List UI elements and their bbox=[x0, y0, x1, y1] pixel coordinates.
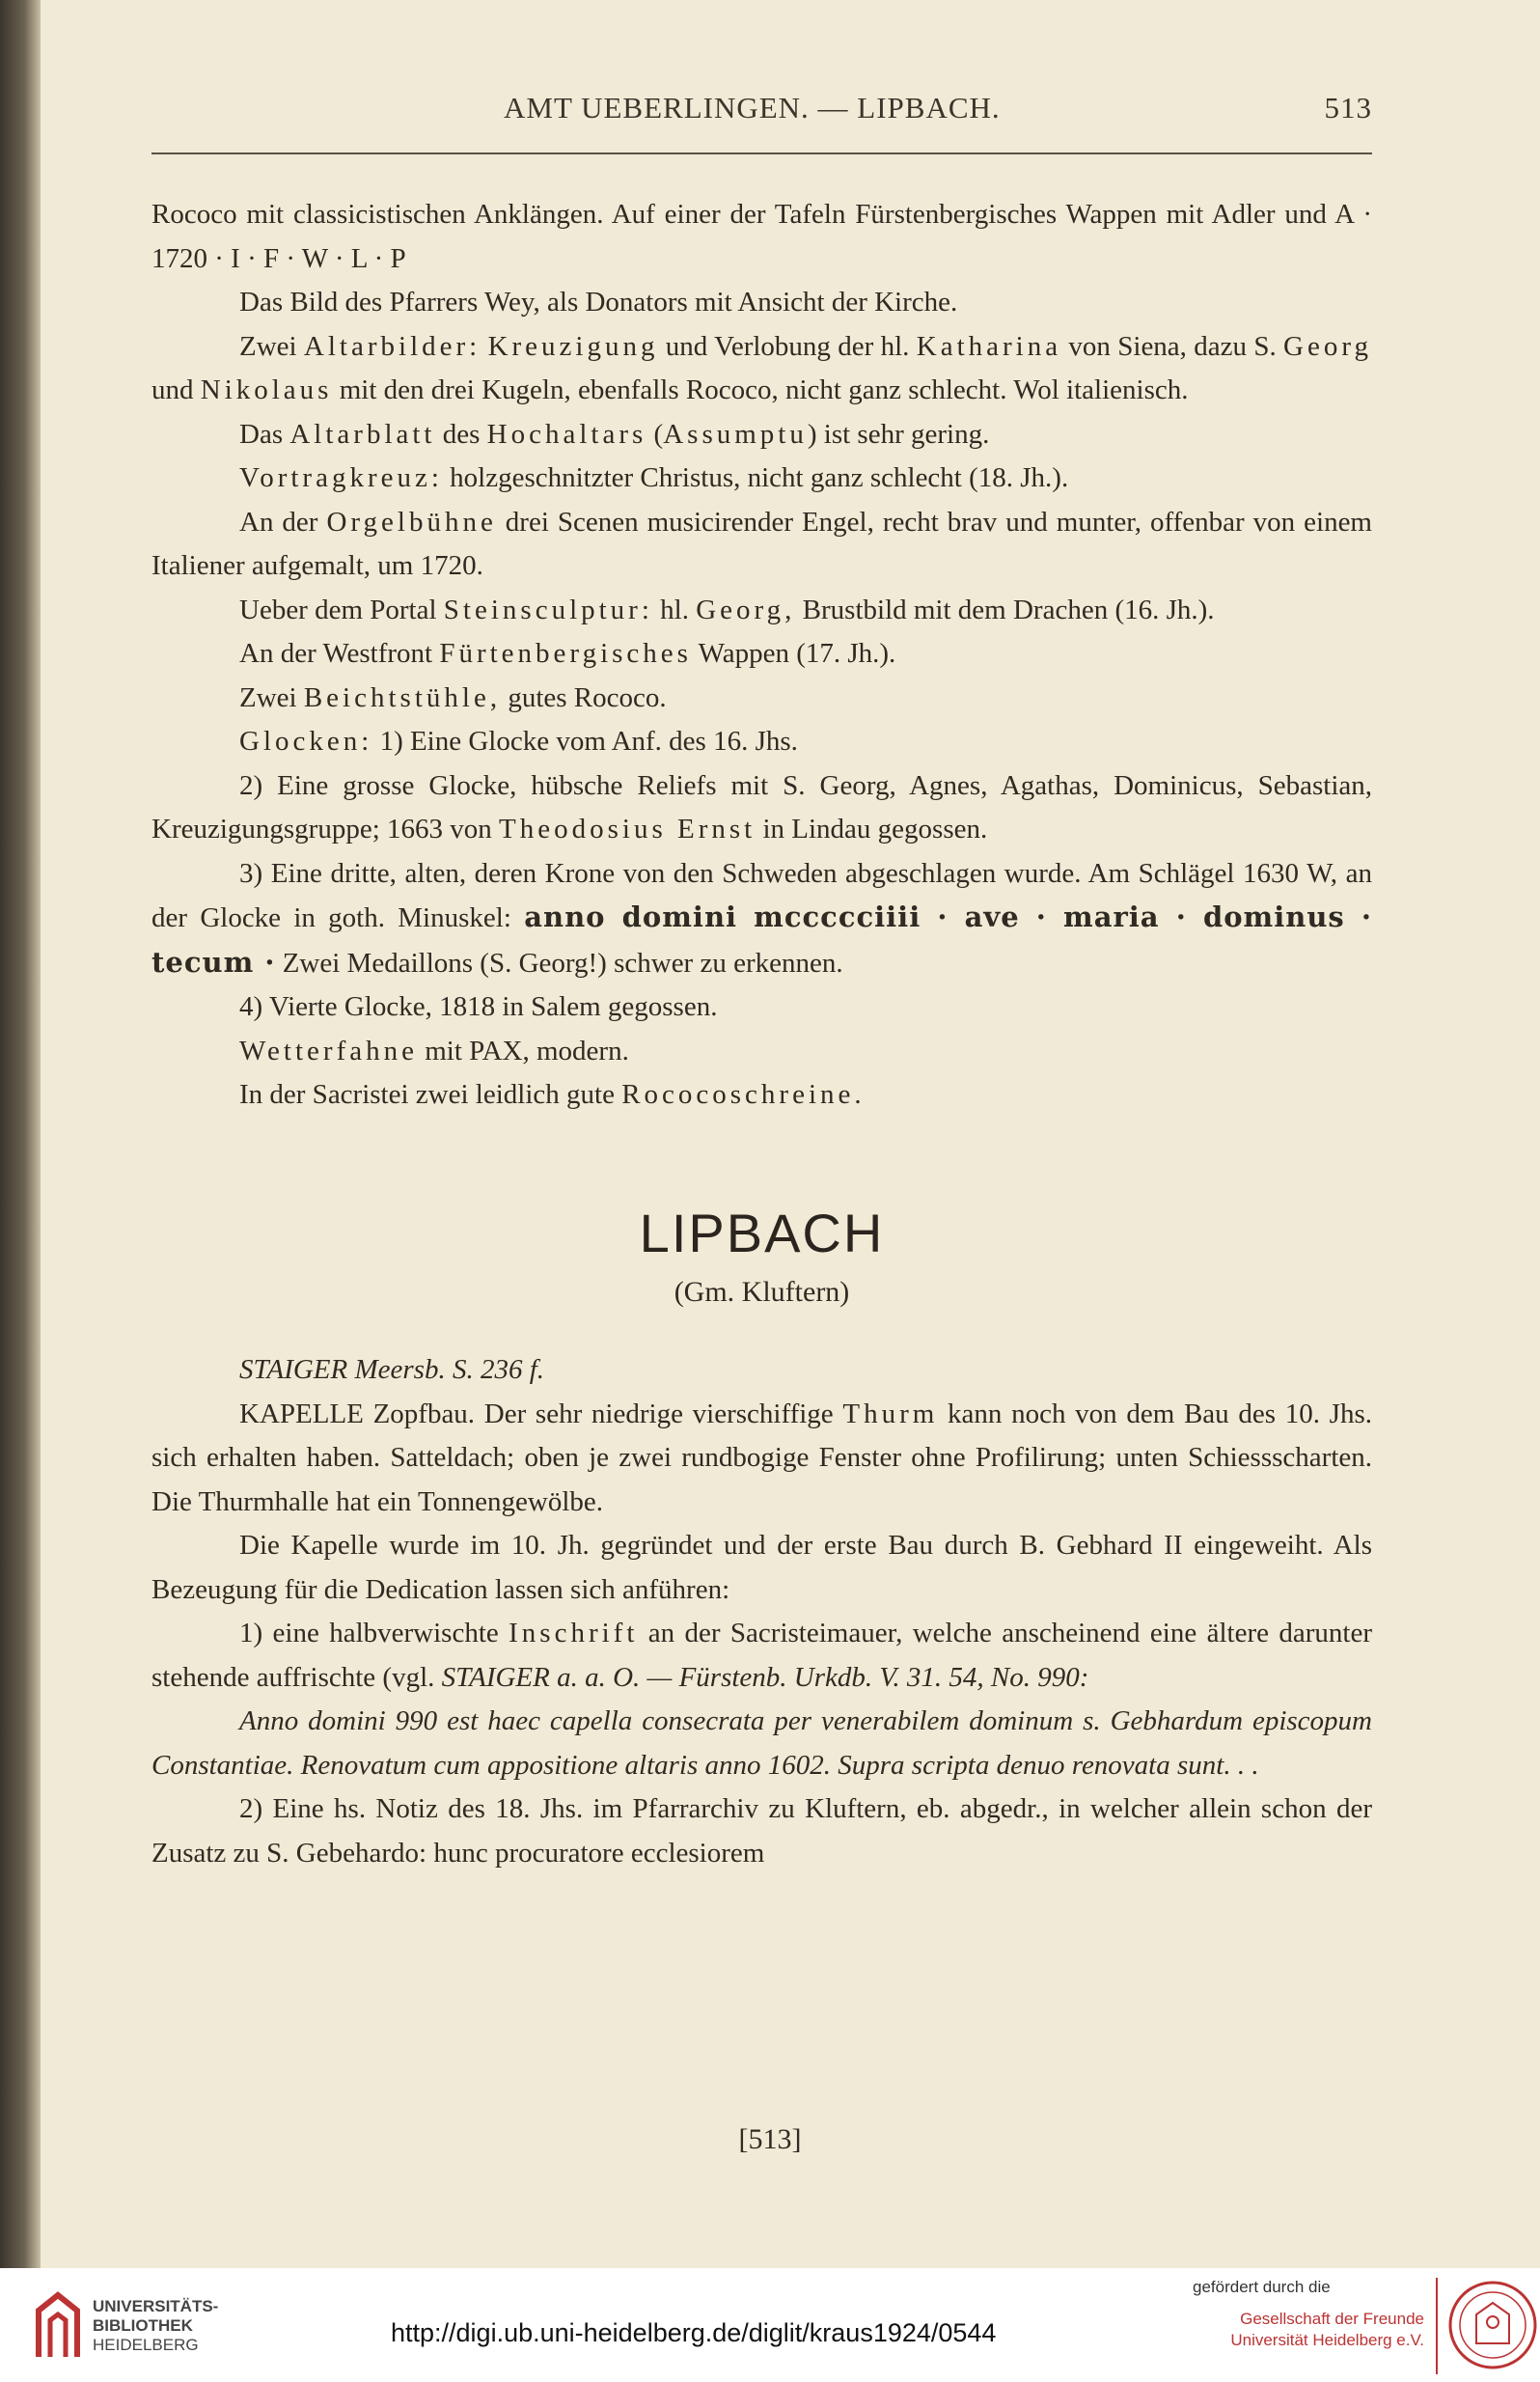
section-subtitle: (Gm. Kluftern) bbox=[674, 1275, 850, 1308]
spaced-term: Beichtstühle, bbox=[303, 681, 502, 713]
spaced-term: Inschrift bbox=[509, 1618, 639, 1648]
text: Zwei bbox=[239, 681, 304, 713]
text: Die Kapelle wurde im 10. Jh. gegründet und der erste Bau durch B. Gebhard II eingeweiht. Als Bezeugung für die Dedication lassen sich anführen: bbox=[151, 1530, 1372, 1605]
page-body bbox=[151, 193, 1372, 1875]
text: in Lindau gegossen. bbox=[756, 814, 988, 845]
text: ) ist sehr gering. bbox=[807, 418, 990, 450]
text: hl. bbox=[652, 594, 697, 625]
library-name bbox=[93, 2297, 218, 2355]
text: des bbox=[435, 418, 487, 450]
text: Ueber dem Portal bbox=[239, 594, 444, 625]
text: mit den drei Kugeln, ebenfalls Rococo, nicht ganz schlecht. Wol italienisch. bbox=[332, 374, 1189, 405]
library-logo-icon bbox=[29, 2289, 87, 2363]
spaced-term: Katharina bbox=[916, 330, 1062, 362]
paragraph bbox=[151, 677, 1372, 721]
sponsor-name bbox=[1193, 2309, 1424, 2351]
library-line: BIBLIOTHEK bbox=[93, 2316, 193, 2335]
text: An der bbox=[239, 506, 327, 538]
sponsor-label: gefördert durch die bbox=[1193, 2278, 1331, 2296]
text: Wappen (17. Jh.). bbox=[691, 638, 896, 669]
header-rule bbox=[151, 152, 1372, 154]
text: kann noch von dem Bau des 10. Jhs. sich erhalten haben. Satteldach; oben je zwei rundbogige Fenster ohne Profilirung; unten Schiessscharten. Die Thurmhalle hat ein Tonnengewölbe. bbox=[151, 1398, 1372, 1517]
permalink-url[interactable]: http://digi.ub.uni-heidelberg.de/diglit/kraus1924/0544 bbox=[391, 2318, 997, 2347]
spaced-term: Theodosius Ernst bbox=[499, 814, 756, 845]
footer-divider bbox=[1436, 2278, 1438, 2374]
text: An der Westfront bbox=[239, 638, 440, 669]
paragraph bbox=[151, 1030, 1372, 1074]
text: von Siena, dazu S. bbox=[1061, 330, 1284, 362]
paragraph bbox=[151, 632, 1372, 677]
text: Brustbild mit dem Drachen (16. Jh.). bbox=[795, 594, 1215, 625]
paragraph bbox=[151, 501, 1372, 589]
text: und Verlobung der hl. bbox=[658, 330, 917, 362]
text: KAPELLE Zopfbau. Der sehr niedrige vierschiffige bbox=[239, 1398, 843, 1429]
text: Zwei bbox=[239, 330, 304, 362]
spaced-term: Wetterfahne bbox=[239, 1035, 418, 1066]
text: drei Scenen musicirender Engel, recht brav und munter, offenbar von einem Italiener aufgemalt, um 1720. bbox=[151, 506, 1372, 581]
text: 2) Eine hs. Notiz des 18. Jhs. im Pfarrarchiv zu Kluftern, eb. abgedr., in welcher allein schon der Zusatz zu S. Gebehardo: hunc procuratore ecclesiorem bbox=[151, 1793, 1372, 1869]
text: Rococo mit classicistischen Anklängen. Auf einer der Tafeln Fürstenbergisches Wappen mit Adler und A · 1720 · I · F · W · L · P bbox=[151, 199, 1372, 274]
text: 4) Vierte Glocke, 1818 in Salem gegossen. bbox=[239, 991, 718, 1022]
paragraph bbox=[151, 1073, 1372, 1118]
sponsor-line: Gesellschaft der Freunde bbox=[1240, 2310, 1424, 2328]
paragraph bbox=[151, 1612, 1372, 1700]
spaced-term: Orgelbühne bbox=[326, 506, 497, 538]
latin-inscription: Anno domini 990 est haec capella consecrata per venerabilem dominum s. Gebhardum episcopum Constantiae. Renovatum cum appositione altaris anno 1602. Supra scripta denuo renovata sunt. . . bbox=[151, 1705, 1372, 1781]
paragraph bbox=[151, 985, 1372, 1030]
text: 2) Eine grosse Glocke, hübsche Reliefs mit S. Georg, Agnes, Agathas, Dominicus, Sebastian, Kreuzigungsgruppe; 1663 von bbox=[151, 769, 1372, 845]
book-spine-shadow bbox=[0, 0, 41, 2268]
spaced-term: Steinsculptur: bbox=[443, 594, 653, 625]
text: ( bbox=[646, 418, 664, 450]
spaced-term: Altarbilder: bbox=[303, 330, 481, 362]
digitization-footer bbox=[0, 2268, 1540, 2382]
text: 3) Eine dritte, alten, deren Krone von den Schweden abgeschlagen wurde. Am Schlägel 1630 W, an der Glocke in goth. Minuskel: bbox=[151, 857, 1372, 933]
paragraph bbox=[151, 589, 1372, 633]
text: an der Sacristeimauer, welche anscheinend eine ältere darunter stehende auffrischte (vgl. bbox=[151, 1618, 1372, 1693]
sponsor-line: Universität Heidelberg e.V. bbox=[1230, 2331, 1424, 2349]
paragraph bbox=[151, 457, 1372, 501]
spaced-term: Hochaltars bbox=[486, 418, 647, 450]
paragraph bbox=[151, 193, 1372, 281]
bottom-page-number: [513] bbox=[738, 2123, 802, 2155]
library-line: UNIVERSITÄTS- bbox=[93, 2297, 219, 2315]
spaced-term: Assumptu bbox=[663, 418, 808, 450]
spaced-term: Georg, bbox=[696, 594, 796, 625]
gothic-inscription: anno domini mccccciiii · ave · maria · dominus · tecum · bbox=[151, 900, 1372, 979]
text: 1) Eine Glocke vom Anf. des 16. Jhs. bbox=[372, 726, 798, 757]
text: mit PAX, modern. bbox=[417, 1035, 629, 1066]
text: In der Sacristei zwei leidlich gute bbox=[239, 1079, 622, 1110]
paragraph bbox=[151, 1393, 1372, 1525]
spaced-term: Georg bbox=[1283, 330, 1372, 362]
text: 1) eine halbverwischte bbox=[239, 1618, 509, 1648]
text: gutes Rococo. bbox=[501, 681, 667, 713]
spaced-term: Glocken: bbox=[239, 726, 373, 757]
library-line: HEIDELBERG bbox=[93, 2336, 199, 2354]
text: und bbox=[151, 374, 201, 405]
paragraph bbox=[151, 720, 1372, 764]
running-title: AMT UEBERLINGEN. — LIPBACH. bbox=[504, 91, 1001, 125]
italic-citation: STAIGER a. a. O. — Fürstenb. Urkdb. V. 31. 54, No. 990: bbox=[441, 1661, 1089, 1693]
paragraph bbox=[151, 413, 1372, 457]
university-seal-icon bbox=[1447, 2280, 1538, 2370]
page-number: 513 bbox=[1324, 91, 1372, 125]
spaced-term: Altarblatt bbox=[289, 418, 436, 450]
paragraph bbox=[151, 852, 1372, 986]
spaced-term: Nikolaus bbox=[200, 374, 333, 405]
spaced-term: Fürtenbergisches bbox=[439, 638, 692, 669]
text: Das bbox=[239, 418, 290, 450]
spaced-term: Vortragkreuz: bbox=[239, 462, 443, 493]
text: holzgeschnitzter Christus, nicht ganz schlecht (18. Jh.). bbox=[442, 462, 1069, 493]
spaced-term: Kreuzigung bbox=[487, 330, 659, 362]
spaced-term: Rococoschreine. bbox=[621, 1079, 866, 1110]
paragraph bbox=[151, 325, 1372, 413]
spaced-term: Thurm bbox=[842, 1398, 939, 1429]
paragraph bbox=[151, 281, 1372, 325]
bibliographic-reference: STAIGER Meersb. S. 236 f. bbox=[239, 1354, 544, 1385]
text: Zwei Medaillons (S. Georg!) schwer zu erkennen. bbox=[275, 947, 843, 979]
section-title: LIPBACH bbox=[639, 1202, 885, 1263]
paragraph bbox=[151, 1787, 1372, 1875]
text: Das Bild des Pfarrers Wey, als Donators mit Ansicht der Kirche. bbox=[239, 287, 958, 318]
paragraph bbox=[151, 1524, 1372, 1612]
paragraph bbox=[151, 764, 1372, 852]
